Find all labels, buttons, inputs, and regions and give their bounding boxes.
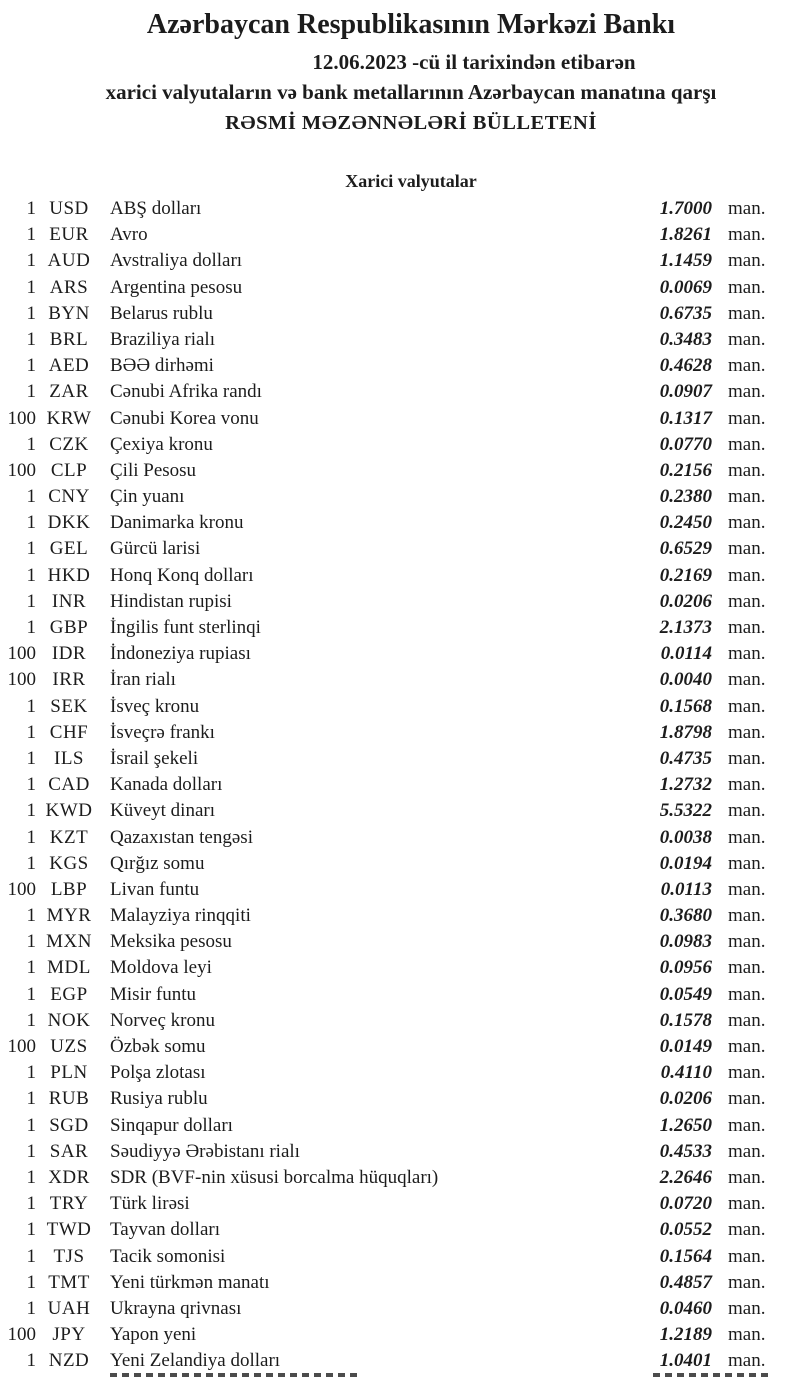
currency-code: UZS: [50, 1036, 88, 1057]
currency-name: Səudiyyə Ərəbistanı rialı: [110, 1140, 300, 1162]
row-quantity: 1: [26, 590, 36, 612]
unit-label: man.: [728, 1062, 766, 1084]
rate-row: [0, 825, 800, 851]
rate-row: [0, 1034, 800, 1060]
bank-title: Azərbaycan Respublikasının Mərkəzi Bankı: [146, 9, 676, 40]
currency-name: İsveçrə frankı: [110, 721, 215, 743]
effective-date-line: 12.06.2023 -cü il tarixindən etibarən: [312, 50, 636, 74]
row-quantity: 1: [26, 826, 36, 848]
row-quantity: 1: [26, 433, 36, 455]
row-quantity: 1: [26, 328, 36, 350]
currency-code: IDR: [51, 643, 87, 665]
currency-code: GBP: [49, 617, 89, 638]
rate-row: [0, 353, 800, 379]
unit-label: man.: [728, 983, 766, 1005]
currency-code: TWD: [46, 1219, 92, 1241]
currency-code: LBP: [50, 878, 88, 900]
currency-name: Cənubi Afrika randı: [110, 381, 262, 403]
rate-value: 0.1578: [659, 1009, 712, 1031]
rate-row: [0, 641, 800, 667]
currency-code: MYR: [46, 905, 92, 927]
unit-label: man.: [728, 459, 766, 481]
rate-row: [0, 1217, 800, 1243]
rate-value: 0.0114: [660, 643, 712, 665]
rate-value: 0.2156: [659, 459, 712, 481]
currency-name: Gürcü larisi: [110, 538, 201, 560]
currency-code: AUD: [47, 250, 91, 272]
rate-value: 1.0401: [659, 1350, 712, 1372]
subject-line: xarici valyutaların və bank metallarının Azərbaycan manatına qarşı: [105, 80, 717, 104]
rate-row: [0, 772, 800, 798]
currency-name: Meksika pesosu: [110, 931, 232, 953]
currency-name: Tayvan dolları: [110, 1219, 220, 1241]
rate-row: [0, 458, 800, 484]
row-quantity: 1: [26, 198, 36, 219]
currency-name: Belarus rublu: [110, 302, 213, 324]
unit-label: man.: [728, 486, 766, 508]
unit-label: man.: [728, 1166, 766, 1188]
unit-label: man.: [728, 878, 766, 900]
currency-code: JPY: [52, 1324, 86, 1346]
currency-code: KZT: [49, 826, 89, 848]
rate-value: 5.5322: [659, 800, 712, 822]
row-quantity: 100: [7, 643, 36, 665]
currency-code: MDL: [47, 957, 91, 979]
unit-label: man.: [728, 590, 766, 612]
currency-name: ABŞ dolları: [110, 198, 202, 219]
unit-label: man.: [728, 931, 766, 953]
rate-value: 0.0149: [659, 1036, 712, 1057]
rate-value: 0.0113: [660, 878, 712, 900]
unit-label: man.: [728, 224, 766, 246]
rate-row: [0, 589, 800, 615]
rate-value: 0.0549: [659, 983, 712, 1005]
rate-row: [0, 432, 800, 458]
currency-code: TMT: [48, 1271, 90, 1293]
row-quantity: 1: [26, 774, 36, 796]
rate-row: [0, 851, 800, 877]
unit-label: man.: [728, 852, 766, 874]
unit-label: man.: [728, 721, 766, 743]
currency-code: RUB: [48, 1088, 90, 1110]
rate-row: [0, 1060, 800, 1086]
currency-name: Çili Pesosu: [110, 459, 197, 481]
unit-label: man.: [728, 1245, 766, 1267]
currency-name: İngilis funt sterlinqi: [110, 617, 261, 638]
row-quantity: 100: [7, 1036, 36, 1057]
rate-row: [0, 982, 800, 1008]
currency-code: KGS: [49, 852, 89, 874]
rate-value: 0.0040: [659, 669, 712, 691]
unit-label: man.: [728, 1271, 766, 1293]
currency-name: Avstraliya dolları: [110, 250, 243, 272]
currency-name: SDR (BVF-nin xüsusi borcalma hüquqları): [110, 1166, 439, 1188]
currency-name: Çexiya kronu: [110, 433, 213, 455]
rate-row: [0, 327, 800, 353]
currency-name: Yapon yeni: [110, 1324, 197, 1346]
currency-code: EGP: [50, 983, 88, 1005]
row-quantity: 1: [26, 486, 36, 508]
unit-label: man.: [728, 355, 766, 377]
currency-code: BYN: [48, 302, 90, 324]
rate-value: 0.3483: [659, 328, 712, 350]
row-quantity: 1: [26, 1166, 36, 1188]
currency-name: İsveç kronu: [110, 695, 200, 717]
rate-row: [0, 275, 800, 301]
currency-code: ARS: [49, 276, 89, 298]
currency-code: ZAR: [49, 381, 89, 403]
currency-code: KWD: [45, 800, 93, 822]
rate-row: [0, 222, 800, 248]
currency-code: HKD: [47, 564, 91, 586]
currency-code: CNY: [48, 486, 90, 508]
rate-value: 2.1373: [659, 617, 712, 638]
rate-value: 0.0770: [659, 433, 712, 455]
currency-code: IRR: [52, 669, 86, 691]
currency-name: İsrail şekeli: [110, 747, 199, 769]
unit-label: man.: [728, 957, 766, 979]
unit-label: man.: [728, 826, 766, 848]
row-quantity: 1: [26, 1140, 36, 1162]
unit-label: man.: [728, 250, 766, 272]
currency-name: Hindistan rupisi: [110, 590, 232, 612]
unit-label: man.: [728, 1219, 766, 1241]
row-quantity: 100: [7, 407, 36, 429]
currency-name: Malayziya rinqqiti: [110, 905, 251, 927]
rate-row: [0, 615, 800, 641]
rates-table: [0, 196, 800, 1374]
currency-name: Ukrayna qrivnası: [110, 1297, 242, 1319]
unit-label: man.: [728, 512, 766, 534]
rate-row: [0, 301, 800, 327]
unit-label: man.: [728, 381, 766, 403]
row-quantity: 1: [26, 276, 36, 298]
currency-name: Türk lirəsi: [110, 1193, 190, 1215]
unit-label: man.: [728, 669, 766, 691]
currency-code: CAD: [48, 774, 90, 796]
rate-value: 0.4735: [659, 747, 712, 769]
rate-value: 0.0069: [659, 276, 712, 298]
row-quantity: 1: [26, 931, 36, 953]
rate-row: [0, 1270, 800, 1296]
row-quantity: 100: [7, 669, 36, 691]
bulletin-heading: RƏSMİ MƏZƏNNƏLƏRİ BÜLLETENİ: [225, 112, 597, 134]
unit-label: man.: [728, 538, 766, 560]
rate-value: 0.6529: [659, 538, 712, 560]
currency-name: Çin yuanı: [110, 486, 185, 508]
row-quantity: 1: [26, 1062, 36, 1084]
row-quantity: 1: [26, 538, 36, 560]
currency-name: Avro: [110, 224, 148, 246]
rate-value: 0.0983: [659, 931, 712, 953]
rate-value: 0.0206: [659, 590, 712, 612]
cutoff-next-row-right: [653, 1373, 773, 1377]
rate-row: [0, 746, 800, 772]
currency-name: İran rialı: [110, 669, 176, 691]
currency-name: Özbək somu: [110, 1036, 206, 1057]
rate-row: [0, 720, 800, 746]
unit-label: man.: [728, 643, 766, 665]
rate-value: 0.6735: [659, 302, 712, 324]
rate-value: 1.8261: [659, 224, 712, 246]
currency-name: Honq Konq dolları: [110, 564, 254, 586]
row-quantity: 1: [26, 1114, 36, 1136]
row-quantity: 1: [26, 224, 36, 246]
row-quantity: 1: [26, 1219, 36, 1241]
row-quantity: 1: [26, 1350, 36, 1372]
currency-name: Sinqapur dolları: [110, 1114, 233, 1136]
rate-row: [0, 955, 800, 981]
row-quantity: 1: [26, 564, 36, 586]
rate-value: 1.2732: [659, 774, 712, 796]
rate-value: 0.4628: [659, 355, 712, 377]
cutoff-next-row-left: [110, 1373, 358, 1377]
section-title-foreign-currencies: Xarici valyutalar: [345, 171, 477, 191]
unit-label: man.: [728, 747, 766, 769]
unit-label: man.: [728, 1036, 766, 1057]
row-quantity: 1: [26, 302, 36, 324]
unit-label: man.: [728, 695, 766, 717]
row-quantity: 100: [7, 459, 36, 481]
currency-code: NOK: [47, 1009, 91, 1031]
currency-name: Misir funtu: [110, 983, 197, 1005]
currency-code: NZD: [48, 1350, 90, 1372]
rate-row: [0, 248, 800, 274]
rate-value: 0.0460: [659, 1297, 712, 1319]
currency-name: BƏƏ dirhəmi: [110, 355, 214, 377]
currency-name: Argentina pesosu: [110, 276, 243, 298]
rate-row: [0, 1348, 800, 1374]
rate-value: 0.1564: [659, 1245, 712, 1267]
unit-label: man.: [728, 774, 766, 796]
rate-row: [0, 1139, 800, 1165]
unit-label: man.: [728, 1324, 766, 1346]
currency-name: Norveç kronu: [110, 1009, 215, 1031]
rate-row: [0, 510, 800, 536]
currency-code: CHF: [49, 721, 89, 743]
rate-value: 0.4110: [660, 1062, 712, 1084]
rate-row: [0, 798, 800, 824]
row-quantity: 1: [26, 852, 36, 874]
unit-label: man.: [728, 433, 766, 455]
rate-row: [0, 1113, 800, 1139]
unit-label: man.: [728, 1350, 766, 1372]
rate-row: [0, 484, 800, 510]
currency-code: AED: [48, 355, 90, 377]
currency-code: UAH: [47, 1297, 91, 1319]
row-quantity: 1: [26, 695, 36, 717]
rate-value: 0.3680: [659, 905, 712, 927]
rate-row: [0, 1244, 800, 1270]
unit-label: man.: [728, 1114, 766, 1136]
row-quantity: 1: [26, 800, 36, 822]
unit-label: man.: [728, 1009, 766, 1031]
row-quantity: 1: [26, 957, 36, 979]
currency-code: GEL: [49, 538, 89, 560]
unit-label: man.: [728, 800, 766, 822]
currency-name: Qırğız somu: [110, 852, 205, 874]
currency-code: SAR: [49, 1140, 89, 1162]
rate-value: 2.2646: [659, 1166, 712, 1188]
currency-code: USD: [49, 198, 89, 219]
currency-name: Cənubi Korea vonu: [110, 407, 259, 429]
rate-row: [0, 1008, 800, 1034]
rate-row: [0, 563, 800, 589]
currency-name: İndoneziya rupiası: [110, 643, 251, 665]
rate-row: [0, 1191, 800, 1217]
row-quantity: 1: [26, 905, 36, 927]
unit-label: man.: [728, 905, 766, 927]
rate-row: [0, 1165, 800, 1191]
rate-value: 0.0194: [659, 852, 712, 874]
row-quantity: 100: [7, 878, 36, 900]
currency-code: EUR: [49, 224, 89, 246]
rate-row: [0, 929, 800, 955]
row-quantity: 1: [26, 747, 36, 769]
rate-value: 0.4857: [659, 1271, 712, 1293]
row-quantity: 1: [26, 617, 36, 638]
currency-name: Kanada dolları: [110, 774, 223, 796]
currency-code: TRY: [49, 1193, 89, 1215]
currency-code: TJS: [53, 1245, 85, 1267]
rate-value: 1.2650: [659, 1114, 712, 1136]
row-quantity: 1: [26, 512, 36, 534]
rate-value: 0.2169: [659, 564, 712, 586]
rate-value: 1.1459: [659, 250, 712, 272]
rate-value: 0.1317: [659, 407, 712, 429]
currency-name: Tacik somonisi: [110, 1245, 226, 1267]
rate-row: [0, 694, 800, 720]
currency-code: MXN: [46, 931, 92, 953]
row-quantity: 1: [26, 721, 36, 743]
currency-code: XDR: [48, 1166, 90, 1188]
unit-label: man.: [728, 617, 766, 638]
rate-row: [0, 903, 800, 929]
rate-row: [0, 406, 800, 432]
rate-value: 0.0038: [659, 826, 712, 848]
currency-name: Livan funtu: [110, 878, 200, 900]
unit-label: man.: [728, 276, 766, 298]
rate-value: 0.0552: [659, 1219, 712, 1241]
currency-name: Yeni Zelandiya dolları: [110, 1350, 281, 1372]
currency-name: Braziliya rialı: [110, 328, 215, 350]
rate-row: [0, 196, 800, 222]
rate-value: 0.0907: [659, 381, 712, 403]
rate-value: 0.0206: [659, 1088, 712, 1110]
currency-code: KRW: [46, 407, 92, 429]
unit-label: man.: [728, 328, 766, 350]
rate-row: [0, 536, 800, 562]
row-quantity: 1: [26, 381, 36, 403]
row-quantity: 1: [26, 1009, 36, 1031]
rate-value: 1.8798: [659, 721, 712, 743]
currency-name: Rusiya rublu: [110, 1088, 208, 1110]
rate-value: 0.2380: [659, 486, 712, 508]
currency-code: DKK: [47, 512, 91, 534]
currency-code: CLP: [50, 459, 88, 481]
row-quantity: 1: [26, 250, 36, 272]
rate-value: 0.0956: [659, 957, 712, 979]
currency-name: Danimarka kronu: [110, 512, 244, 534]
rate-row: [0, 667, 800, 693]
currency-code: BRL: [49, 328, 89, 350]
currency-code: PLN: [50, 1062, 88, 1084]
row-quantity: 1: [26, 1088, 36, 1110]
rate-value: 0.4533: [659, 1140, 712, 1162]
rate-row: [0, 877, 800, 903]
rate-row: [0, 1296, 800, 1322]
rate-value: 1.2189: [659, 1324, 712, 1346]
unit-label: man.: [728, 198, 766, 219]
rate-value: 0.2450: [659, 512, 712, 534]
row-quantity: 1: [26, 1193, 36, 1215]
row-quantity: 1: [26, 1297, 36, 1319]
rate-row: [0, 1322, 800, 1348]
currency-code: SEK: [50, 695, 88, 717]
rate-value: 1.7000: [659, 198, 712, 219]
unit-label: man.: [728, 1140, 766, 1162]
currency-name: Moldova leyi: [110, 957, 212, 979]
currency-name: Yeni türkmən manatı: [110, 1271, 270, 1293]
unit-label: man.: [728, 302, 766, 324]
rate-value: 0.0720: [659, 1193, 712, 1215]
unit-label: man.: [728, 1088, 766, 1110]
rate-row: [0, 379, 800, 405]
unit-label: man.: [728, 1297, 766, 1319]
unit-label: man.: [728, 564, 766, 586]
currency-code: ILS: [54, 747, 84, 769]
rate-value: 0.1568: [659, 695, 712, 717]
currency-name: Polşa zlotası: [110, 1062, 206, 1084]
row-quantity: 1: [26, 983, 36, 1005]
currency-code: SGD: [49, 1114, 89, 1136]
row-quantity: 1: [26, 355, 36, 377]
row-quantity: 1: [26, 1245, 36, 1267]
currency-name: Küveyt dinarı: [110, 800, 216, 822]
unit-label: man.: [728, 407, 766, 429]
rate-row: [0, 1086, 800, 1112]
row-quantity: 1: [26, 1271, 36, 1293]
currency-code: INR: [51, 590, 87, 612]
currency-name: Qazaxıstan tengəsi: [110, 826, 253, 848]
currency-code: CZK: [49, 433, 89, 455]
row-quantity: 100: [7, 1324, 36, 1346]
unit-label: man.: [728, 1193, 766, 1215]
